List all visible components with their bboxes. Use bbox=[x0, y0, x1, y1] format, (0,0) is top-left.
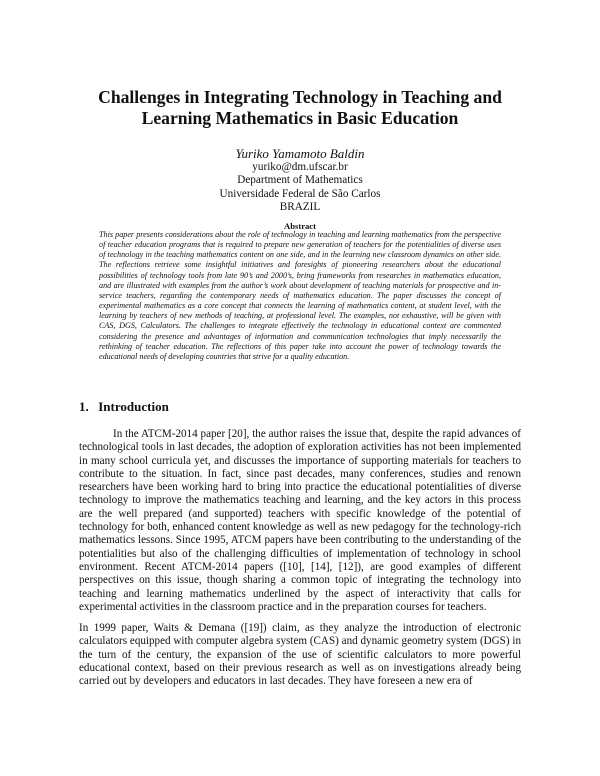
section-title: Introduction bbox=[98, 399, 169, 414]
section-heading bbox=[79, 399, 169, 415]
author-country: BRAZIL bbox=[279, 201, 321, 214]
author-affiliation bbox=[100, 161, 500, 215]
author-department: Department of Mathematics bbox=[237, 174, 363, 187]
body-paragraph-2: In 1999 paper, Waits & Demana ([19]) claim, as they analyze the introduction of electronic calculators equipped with computer algebra system (CAS) and dynamic geometry system (DGS) in the turn of the century, the expansion of the use of scientific calculators to more powerful educational context, based on their previous research as well as on investigations already being carried out by developers and educators in last decades. They have foreseen a new era of bbox=[79, 622, 521, 688]
author-email: yuriko@dm.ufscar.br bbox=[252, 161, 348, 173]
title-line-1: Challenges in Integrating Technology in Teaching and bbox=[98, 87, 502, 107]
title-line-2: Learning Mathematics in Basic Education bbox=[141, 108, 459, 128]
author-university: Universidade Federal de São Carlos bbox=[219, 187, 381, 200]
abstract-text: This paper presents considerations about the role of technology in teaching and learning mathematics from the perspective of teacher education programs that is required to prepare new generation of teachers for the potentialities of diverse uses of technology in the teaching mathematics content on one side, and in the learning new classroom dynamics on other side. The reflections retrieve some insightful initiatives and foresights of pioneering researchers about the educational possibilities of technology tools from late 90’s and 2000’s, bring frameworks from researches in mathematics education, and are illustrated with examples from the author’s work about development of teaching materials for prospective and in-service teachers, regarding the contemporary needs of mathematics education. The paper discusses the concept of experimental mathematics as a core concept that connects the learning of mathematics content, at student level, with the learning by teachers of new methods of teaching, at professional level. The examples, not exhaustive, will be given with CAS, DGS, Calculators. The challenges to integrate effectively the technology in educational context are commented considering the presence and advantages of information and communication technologies that imply necessarily the rethinking of teacher education. The reflections of this paper take into account the power of technology towards the educational needs of developing countries that strive for a quality education. bbox=[99, 230, 501, 361]
abstract-heading: Abstract bbox=[284, 221, 316, 231]
paper-title bbox=[60, 87, 540, 129]
body-paragraph-1: In the ATCM-2014 paper [20], the author raises the issue that, despite the rapid advances of technological tools in last decades, the adoption of exploration activities has not been implemented in many school curricula yet, and discusses the importance of supporting materials for teachers to contribute to the situation. In fact, since past decades, many conferences, studies and renown researchers have been working hard to bring into practice the educational potentialities of diverse technology to improve the mathematics teaching and learning, and the key actors in this process are the well prepared (and supported) teachers with specific knowledge of the potential of technology for both, enhanced content knowledge as well as new pedagogy for the technology-rich mathematics lessons. Since 1995, ATCM papers have been contributing to the understanding of the potentialities but also of the challenging difficulties of implementation of technology in school environment. Recent ATCM-2014 papers ([10], [14], [12]), are good examples of different perspectives on this issue, though sharing a common topic of integrating the technology into teaching and learning mathematics underlined by the aspect of interactivity that calls for experimental activities in the classroom practice and in the preparation courses for teachers. bbox=[79, 428, 521, 613]
section-number: 1. bbox=[79, 399, 89, 414]
author-name: Yuriko Yamamoto Baldin bbox=[235, 146, 365, 161]
